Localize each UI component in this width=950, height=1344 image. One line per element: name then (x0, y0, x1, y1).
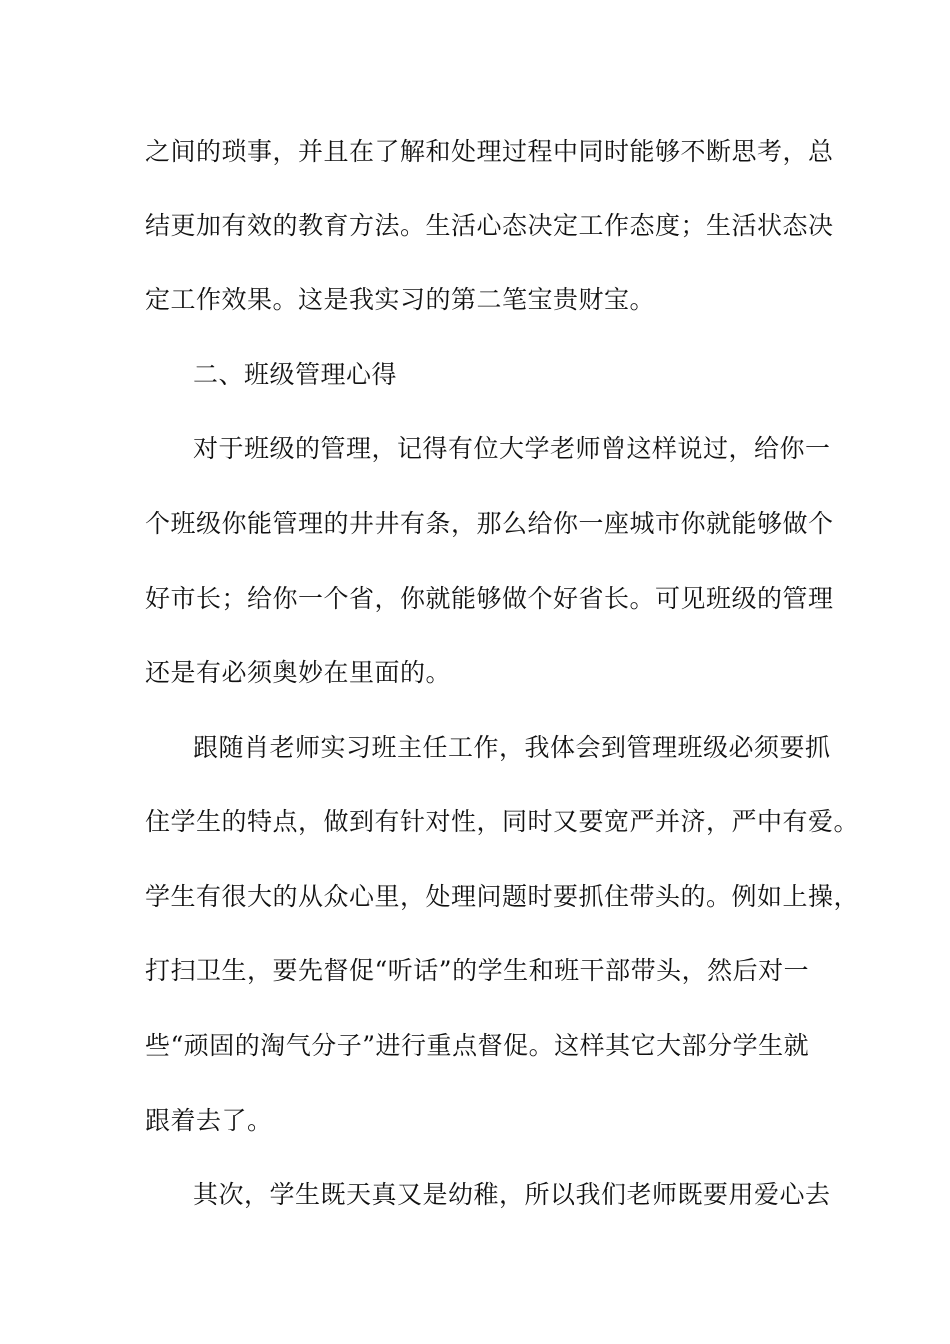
text-line-3: 定工作效果。这是我实习的第二笔宝贵财宝。 (145, 285, 656, 314)
text-line-14: 跟着去了。 (145, 1106, 273, 1135)
text-line-12: 打扫卫生，要先督促“听话”的学生和班干部带头，然后对一 (145, 956, 810, 985)
text-line-5: 对于班级的管理，记得有位大学老师曾这样说过，给你一 (193, 434, 831, 463)
text-line-13: 些“顽固的淘气分子”进行重点督促。这样其它大部分学生就 (145, 1031, 810, 1060)
text-line-15: 其次，学生既天真又是幼稚，所以我们老师既要用爱心去 (193, 1180, 831, 1209)
text-line-6: 个班级你能管理的井井有条，那么给你一座城市你就能够做个 (145, 509, 834, 538)
section-heading: 二、班级管理心得 (193, 360, 398, 389)
text-line-11: 学生有很大的从众心里，处理问题时要抓住带头的。例如上操， (145, 882, 860, 911)
text-line-2: 结更加有效的教育方法。生活心态决定工作态度；生活状态决 (145, 211, 834, 240)
text-line-7: 好市长；给你一个省，你就能够做个好省长。可见班级的管理 (145, 584, 834, 613)
text-line-10: 住学生的特点，做到有针对性，同时又要宽严并济，严中有爱。 (145, 807, 860, 836)
text-line-1: 之间的琐事，并且在了解和处理过程中同时能够不断思考，总 (145, 137, 834, 166)
text-line-9: 跟随肖老师实习班主任工作，我体会到管理班级必须要抓 (193, 733, 831, 762)
text-line-8: 还是有必须奥妙在里面的。 (145, 658, 452, 687)
